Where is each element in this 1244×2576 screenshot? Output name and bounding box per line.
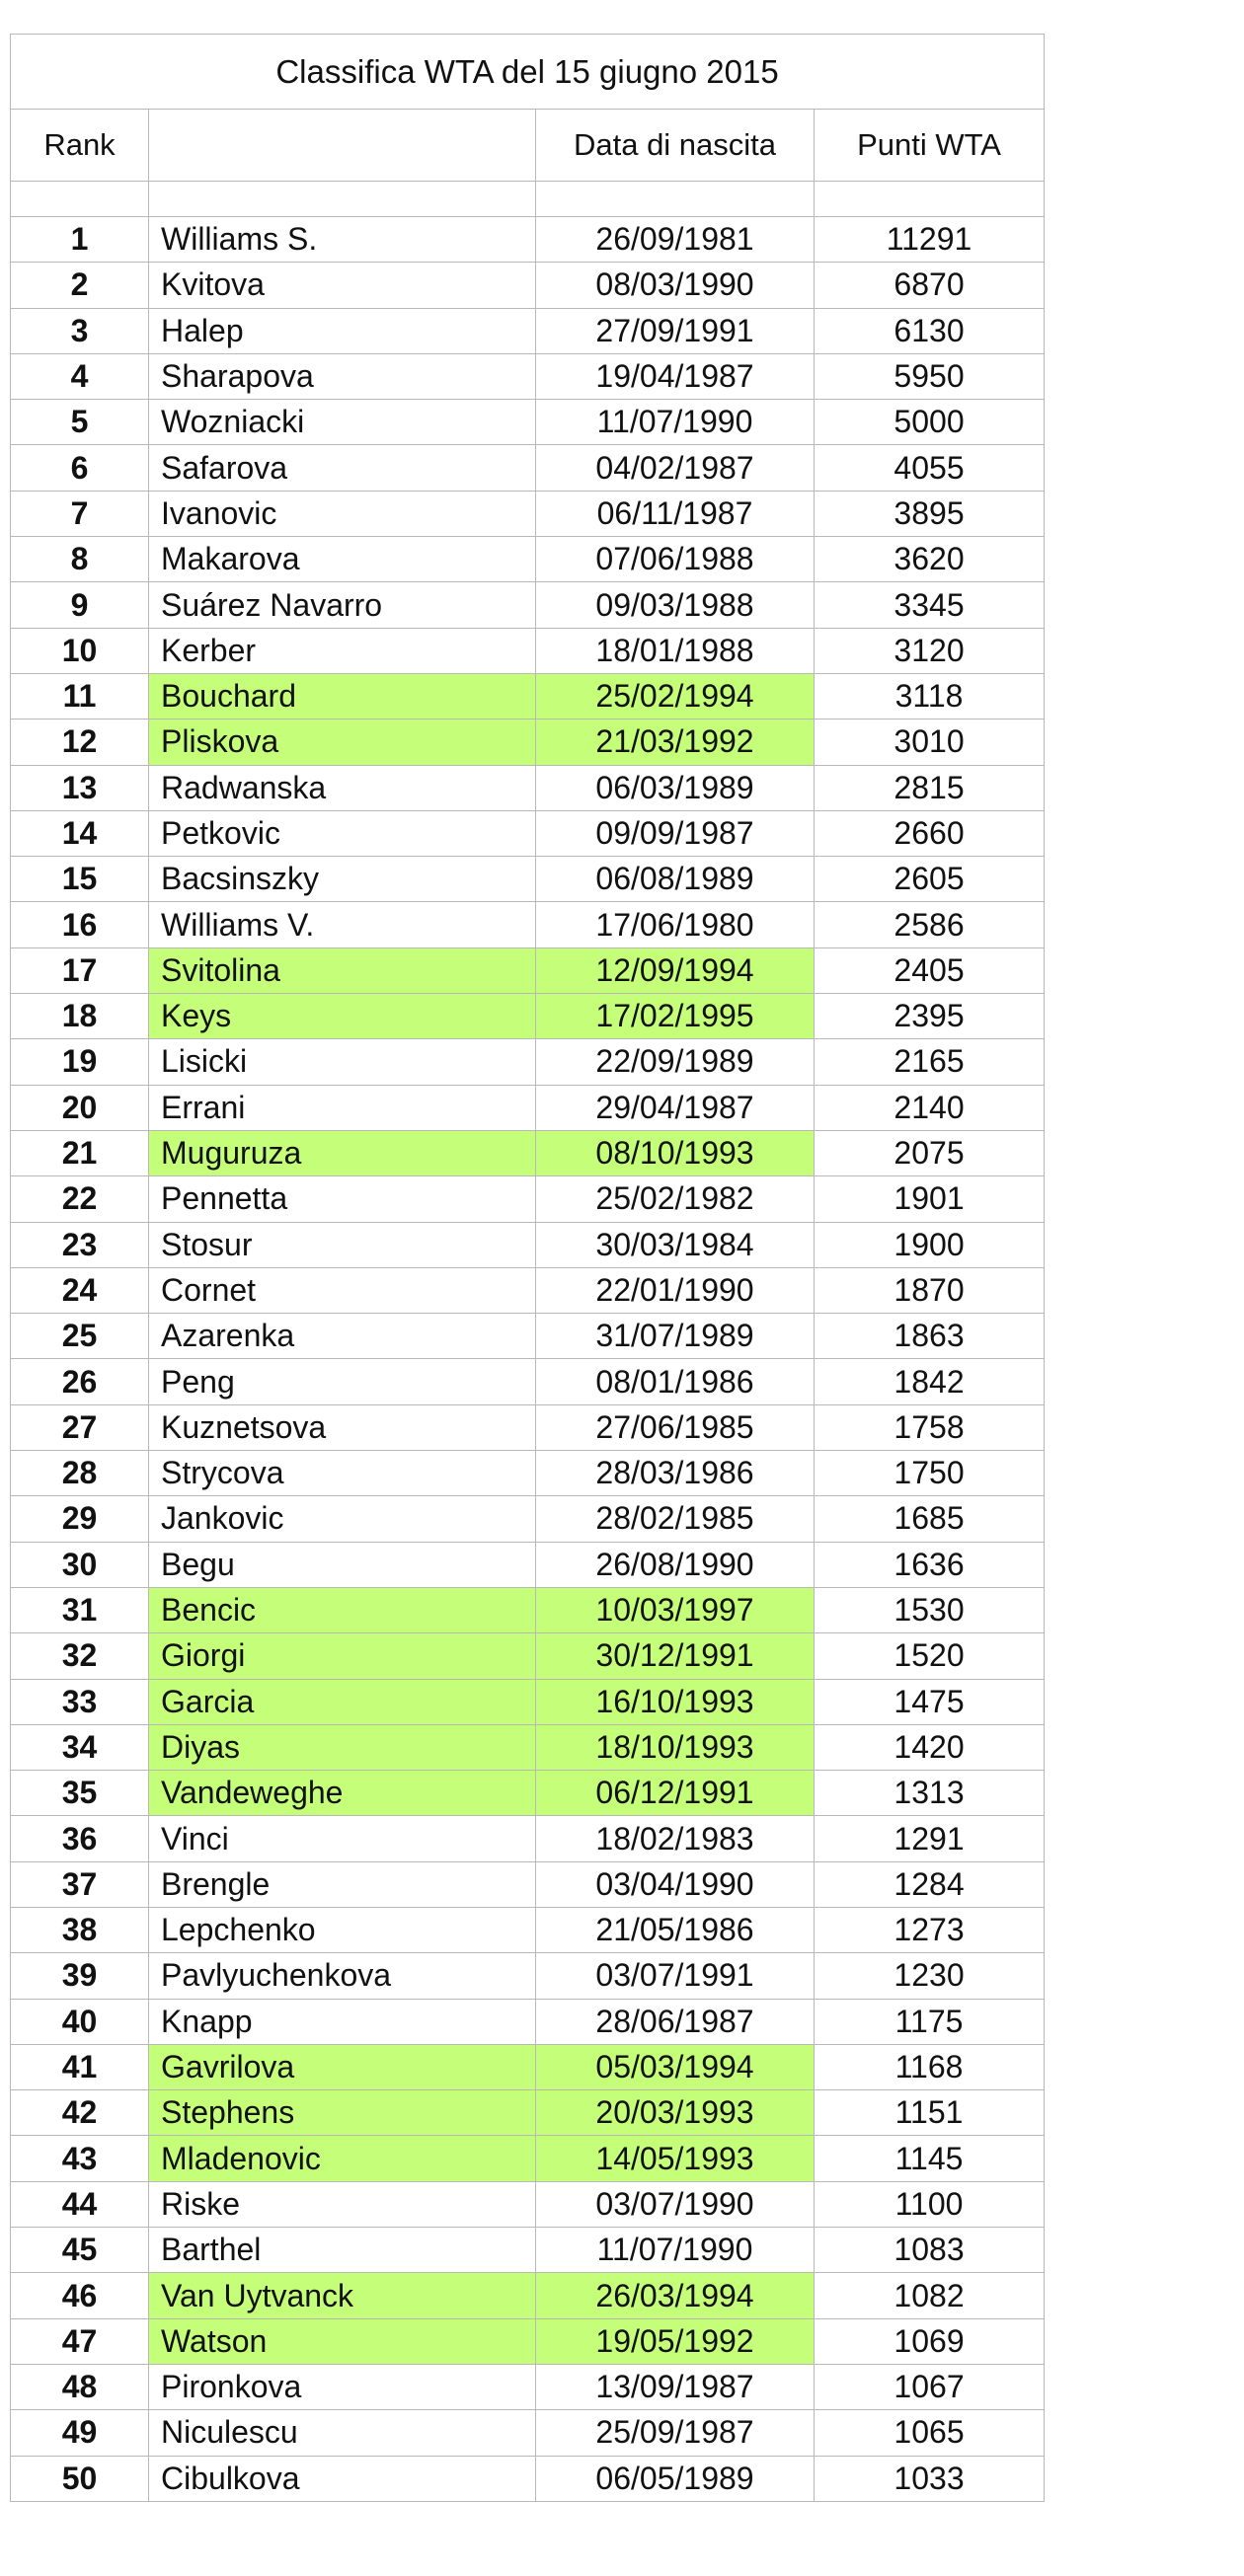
player-name-cell: Bencic (149, 1587, 536, 1632)
rank-cell: 28 (11, 1451, 149, 1496)
birth-date-cell: 08/01/1986 (536, 1359, 815, 1404)
birth-date-cell: 21/05/1986 (536, 1907, 815, 1952)
rank-cell: 31 (11, 1587, 149, 1632)
birth-date-cell: 06/11/1987 (536, 491, 815, 536)
rank-cell: 41 (11, 2044, 149, 2089)
birth-date-cell: 08/03/1990 (536, 263, 815, 308)
player-name-cell: Vinci (149, 1816, 536, 1861)
birth-date-cell: 22/09/1989 (536, 1039, 815, 1085)
birth-date-cell: 03/07/1991 (536, 1953, 815, 1999)
points-cell: 1750 (815, 1451, 1045, 1496)
rank-cell: 9 (11, 582, 149, 628)
rank-cell: 22 (11, 1176, 149, 1222)
points-cell: 1313 (815, 1771, 1045, 1816)
points-cell: 1420 (815, 1724, 1045, 1770)
points-cell: 1082 (815, 2273, 1045, 2318)
points-cell: 2586 (815, 902, 1045, 947)
player-name-cell: Giorgi (149, 1633, 536, 1679)
rank-cell: 34 (11, 1724, 149, 1770)
points-cell: 4055 (815, 445, 1045, 491)
table-row (11, 2364, 1045, 2409)
birth-date-cell: 18/02/1983 (536, 1816, 815, 1861)
player-name-cell: Bouchard (149, 673, 536, 719)
player-name-cell: Kvitova (149, 263, 536, 308)
table-row (11, 1633, 1045, 1679)
table-row (11, 1496, 1045, 1542)
birth-date-cell: 22/01/1990 (536, 1267, 815, 1313)
rank-cell: 21 (11, 1130, 149, 1175)
table-row (11, 445, 1045, 491)
player-name-cell: Halep (149, 308, 536, 353)
table-row (11, 1587, 1045, 1632)
header-name (149, 110, 536, 182)
spacer-cell (536, 182, 815, 217)
table-row (11, 1771, 1045, 1816)
table-body (11, 217, 1045, 2502)
spacer-cell (149, 182, 536, 217)
player-name-cell: Lisicki (149, 1039, 536, 1085)
points-cell: 1636 (815, 1542, 1045, 1587)
points-cell: 6870 (815, 263, 1045, 308)
points-cell: 3895 (815, 491, 1045, 536)
table-row (11, 628, 1045, 673)
table-row (11, 1222, 1045, 1267)
points-cell: 2405 (815, 947, 1045, 993)
points-cell: 5950 (815, 353, 1045, 399)
player-name-cell: Barthel (149, 2228, 536, 2273)
points-cell: 1758 (815, 1404, 1045, 1450)
points-cell: 3010 (815, 720, 1045, 765)
table-row (11, 673, 1045, 719)
points-cell: 1842 (815, 1359, 1045, 1404)
points-cell: 1175 (815, 1999, 1045, 2044)
birth-date-cell: 09/09/1987 (536, 810, 815, 856)
birth-date-cell: 30/12/1991 (536, 1633, 815, 1679)
player-name-cell: Vandeweghe (149, 1771, 536, 1816)
table-row (11, 2181, 1045, 2227)
points-cell: 3120 (815, 628, 1045, 673)
rank-cell: 37 (11, 1861, 149, 1907)
birth-date-cell: 21/03/1992 (536, 720, 815, 765)
points-cell: 1901 (815, 1176, 1045, 1222)
table-row (11, 263, 1045, 308)
player-name-cell: Williams S. (149, 217, 536, 263)
table-row (11, 2410, 1045, 2456)
points-cell: 1033 (815, 2456, 1045, 2501)
points-cell: 1100 (815, 2181, 1045, 2227)
player-name-cell: Riske (149, 2181, 536, 2227)
table-row (11, 1953, 1045, 1999)
table-row (11, 2090, 1045, 2136)
birth-date-cell: 27/06/1985 (536, 1404, 815, 1450)
player-name-cell: Petkovic (149, 810, 536, 856)
table-row (11, 2273, 1045, 2318)
points-cell: 2605 (815, 857, 1045, 902)
table-row (11, 2228, 1045, 2273)
points-cell: 1291 (815, 1816, 1045, 1861)
table-row (11, 353, 1045, 399)
table-row (11, 308, 1045, 353)
table-row (11, 720, 1045, 765)
rank-cell: 48 (11, 2364, 149, 2409)
birth-date-cell: 18/10/1993 (536, 1724, 815, 1770)
rank-cell: 43 (11, 2136, 149, 2181)
rank-cell: 42 (11, 2090, 149, 2136)
player-name-cell: Garcia (149, 1679, 536, 1724)
table-row (11, 217, 1045, 263)
points-cell: 1151 (815, 2090, 1045, 2136)
title-row (11, 35, 1045, 110)
player-name-cell: Radwanska (149, 765, 536, 810)
birth-date-cell: 03/07/1990 (536, 2181, 815, 2227)
points-cell: 2140 (815, 1085, 1045, 1130)
rank-cell: 46 (11, 2273, 149, 2318)
birth-date-cell: 07/06/1988 (536, 537, 815, 582)
birth-date-cell: 19/04/1987 (536, 353, 815, 399)
table-row (11, 1085, 1045, 1130)
birth-date-cell: 11/07/1990 (536, 400, 815, 445)
rank-cell: 33 (11, 1679, 149, 1724)
player-name-cell: Bacsinszky (149, 857, 536, 902)
table-row (11, 902, 1045, 947)
spacer-row (11, 182, 1045, 217)
table-row (11, 2136, 1045, 2181)
birth-date-cell: 18/01/1988 (536, 628, 815, 673)
table-row (11, 1267, 1045, 1313)
player-name-cell: Makarova (149, 537, 536, 582)
rank-cell: 13 (11, 765, 149, 810)
ranking-table (10, 34, 1045, 2502)
player-name-cell: Knapp (149, 1999, 536, 2044)
birth-date-cell: 26/03/1994 (536, 2273, 815, 2318)
table-row (11, 1314, 1045, 1359)
birth-date-cell: 17/02/1995 (536, 994, 815, 1039)
birth-date-cell: 28/03/1986 (536, 1451, 815, 1496)
points-cell: 1069 (815, 2318, 1045, 2364)
points-cell: 1475 (815, 1679, 1045, 1724)
rank-cell: 35 (11, 1771, 149, 1816)
points-cell: 6130 (815, 308, 1045, 353)
rank-cell: 4 (11, 353, 149, 399)
table-row (11, 1861, 1045, 1907)
table-row (11, 1679, 1045, 1724)
points-cell: 2660 (815, 810, 1045, 856)
rank-cell: 24 (11, 1267, 149, 1313)
rank-cell: 39 (11, 1953, 149, 1999)
table-row (11, 994, 1045, 1039)
player-name-cell: Kuznetsova (149, 1404, 536, 1450)
rank-cell: 26 (11, 1359, 149, 1404)
points-cell: 2815 (815, 765, 1045, 810)
table-row (11, 765, 1045, 810)
birth-date-cell: 16/10/1993 (536, 1679, 815, 1724)
rank-cell: 44 (11, 2181, 149, 2227)
rank-cell: 47 (11, 2318, 149, 2364)
player-name-cell: Azarenka (149, 1314, 536, 1359)
rank-cell: 5 (11, 400, 149, 445)
player-name-cell: Cibulkova (149, 2456, 536, 2501)
birth-date-cell: 28/06/1987 (536, 1999, 815, 2044)
rank-cell: 30 (11, 1542, 149, 1587)
rank-cell: 23 (11, 1222, 149, 1267)
header-row (11, 110, 1045, 182)
birth-date-cell: 20/03/1993 (536, 2090, 815, 2136)
birth-date-cell: 11/07/1990 (536, 2228, 815, 2273)
table-row (11, 1176, 1045, 1222)
points-cell: 1067 (815, 2364, 1045, 2409)
birth-date-cell: 28/02/1985 (536, 1496, 815, 1542)
rank-cell: 16 (11, 902, 149, 947)
player-name-cell: Niculescu (149, 2410, 536, 2456)
player-name-cell: Safarova (149, 445, 536, 491)
rank-cell: 18 (11, 994, 149, 1039)
rank-cell: 10 (11, 628, 149, 673)
birth-date-cell: 17/06/1980 (536, 902, 815, 947)
rank-cell: 6 (11, 445, 149, 491)
table-row (11, 1451, 1045, 1496)
player-name-cell: Brengle (149, 1861, 536, 1907)
rank-cell: 11 (11, 673, 149, 719)
table-row (11, 1907, 1045, 1952)
points-cell: 3118 (815, 673, 1045, 719)
player-name-cell: Pironkova (149, 2364, 536, 2409)
points-cell: 5000 (815, 400, 1045, 445)
points-cell: 1145 (815, 2136, 1045, 2181)
spacer-cell (815, 182, 1045, 217)
table-row (11, 2318, 1045, 2364)
points-cell: 1273 (815, 1907, 1045, 1952)
player-name-cell: Muguruza (149, 1130, 536, 1175)
rank-cell: 17 (11, 947, 149, 993)
points-cell: 1168 (815, 2044, 1045, 2089)
birth-date-cell: 25/02/1994 (536, 673, 815, 719)
birth-date-cell: 31/07/1989 (536, 1314, 815, 1359)
player-name-cell: Pavlyuchenkova (149, 1953, 536, 1999)
player-name-cell: Sharapova (149, 353, 536, 399)
table-row (11, 1039, 1045, 1085)
table-row (11, 1724, 1045, 1770)
player-name-cell: Diyas (149, 1724, 536, 1770)
player-name-cell: Van Uytvanck (149, 2273, 536, 2318)
player-name-cell: Watson (149, 2318, 536, 2364)
birth-date-cell: 09/03/1988 (536, 582, 815, 628)
birth-date-cell: 06/03/1989 (536, 765, 815, 810)
birth-date-cell: 26/08/1990 (536, 1542, 815, 1587)
player-name-cell: Jankovic (149, 1496, 536, 1542)
birth-date-cell: 03/04/1990 (536, 1861, 815, 1907)
rank-cell: 32 (11, 1633, 149, 1679)
rank-cell: 2 (11, 263, 149, 308)
table-row (11, 857, 1045, 902)
birth-date-cell: 06/12/1991 (536, 1771, 815, 1816)
table-row (11, 491, 1045, 536)
rank-cell: 38 (11, 1907, 149, 1952)
rank-cell: 29 (11, 1496, 149, 1542)
rank-cell: 12 (11, 720, 149, 765)
header-points: Punti WTA (815, 110, 1045, 182)
player-name-cell: Wozniacki (149, 400, 536, 445)
points-cell: 2165 (815, 1039, 1045, 1085)
player-name-cell: Cornet (149, 1267, 536, 1313)
birth-date-cell: 26/09/1981 (536, 217, 815, 263)
table-row (11, 1816, 1045, 1861)
birth-date-cell: 10/03/1997 (536, 1587, 815, 1632)
rank-cell: 3 (11, 308, 149, 353)
points-cell: 1083 (815, 2228, 1045, 2273)
birth-date-cell: 13/09/1987 (536, 2364, 815, 2409)
table-row (11, 1130, 1045, 1175)
table-row (11, 2456, 1045, 2501)
player-name-cell: Stosur (149, 1222, 536, 1267)
player-name-cell: Lepchenko (149, 1907, 536, 1952)
player-name-cell: Suárez Navarro (149, 582, 536, 628)
points-cell: 1284 (815, 1861, 1045, 1907)
birth-date-cell: 06/08/1989 (536, 857, 815, 902)
points-cell: 1863 (815, 1314, 1045, 1359)
player-name-cell: Mladenovic (149, 2136, 536, 2181)
rank-cell: 40 (11, 1999, 149, 2044)
rank-cell: 25 (11, 1314, 149, 1359)
table-row (11, 810, 1045, 856)
rank-cell: 19 (11, 1039, 149, 1085)
birth-date-cell: 12/09/1994 (536, 947, 815, 993)
table-row (11, 582, 1045, 628)
rank-cell: 50 (11, 2456, 149, 2501)
birth-date-cell: 30/03/1984 (536, 1222, 815, 1267)
player-name-cell: Pliskova (149, 720, 536, 765)
rank-cell: 14 (11, 810, 149, 856)
player-name-cell: Gavrilova (149, 2044, 536, 2089)
rank-cell: 27 (11, 1404, 149, 1450)
player-name-cell: Begu (149, 1542, 536, 1587)
rank-cell: 36 (11, 1816, 149, 1861)
birth-date-cell: 08/10/1993 (536, 1130, 815, 1175)
table-row (11, 1359, 1045, 1404)
points-cell: 1230 (815, 1953, 1045, 1999)
points-cell: 11291 (815, 217, 1045, 263)
table-row (11, 537, 1045, 582)
player-name-cell: Keys (149, 994, 536, 1039)
rank-cell: 45 (11, 2228, 149, 2273)
rank-cell: 20 (11, 1085, 149, 1130)
birth-date-cell: 25/02/1982 (536, 1176, 815, 1222)
table-row (11, 2044, 1045, 2089)
points-cell: 1900 (815, 1222, 1045, 1267)
birth-date-cell: 29/04/1987 (536, 1085, 815, 1130)
table-row (11, 1999, 1045, 2044)
table-row (11, 947, 1045, 993)
table-title: Classifica WTA del 15 giugno 2015 (11, 35, 1045, 110)
rank-cell: 15 (11, 857, 149, 902)
points-cell: 3620 (815, 537, 1045, 582)
rank-cell: 8 (11, 537, 149, 582)
birth-date-cell: 04/02/1987 (536, 445, 815, 491)
birth-date-cell: 25/09/1987 (536, 2410, 815, 2456)
header-rank: Rank (11, 110, 149, 182)
header-birth-date: Data di nascita (536, 110, 815, 182)
player-name-cell: Peng (149, 1359, 536, 1404)
rank-cell: 49 (11, 2410, 149, 2456)
table-row (11, 1404, 1045, 1450)
birth-date-cell: 14/05/1993 (536, 2136, 815, 2181)
rank-cell: 7 (11, 491, 149, 536)
player-name-cell: Svitolina (149, 947, 536, 993)
player-name-cell: Ivanovic (149, 491, 536, 536)
birth-date-cell: 06/05/1989 (536, 2456, 815, 2501)
birth-date-cell: 19/05/1992 (536, 2318, 815, 2364)
table-row (11, 400, 1045, 445)
points-cell: 3345 (815, 582, 1045, 628)
points-cell: 1685 (815, 1496, 1045, 1542)
player-name-cell: Errani (149, 1085, 536, 1130)
points-cell: 1530 (815, 1587, 1045, 1632)
rank-cell: 1 (11, 217, 149, 263)
points-cell: 1065 (815, 2410, 1045, 2456)
player-name-cell: Stephens (149, 2090, 536, 2136)
player-name-cell: Strycova (149, 1451, 536, 1496)
spacer-cell (11, 182, 149, 217)
birth-date-cell: 27/09/1991 (536, 308, 815, 353)
player-name-cell: Kerber (149, 628, 536, 673)
points-cell: 2075 (815, 1130, 1045, 1175)
table-row (11, 1542, 1045, 1587)
points-cell: 2395 (815, 994, 1045, 1039)
points-cell: 1870 (815, 1267, 1045, 1313)
birth-date-cell: 05/03/1994 (536, 2044, 815, 2089)
points-cell: 1520 (815, 1633, 1045, 1679)
player-name-cell: Pennetta (149, 1176, 536, 1222)
player-name-cell: Williams V. (149, 902, 536, 947)
